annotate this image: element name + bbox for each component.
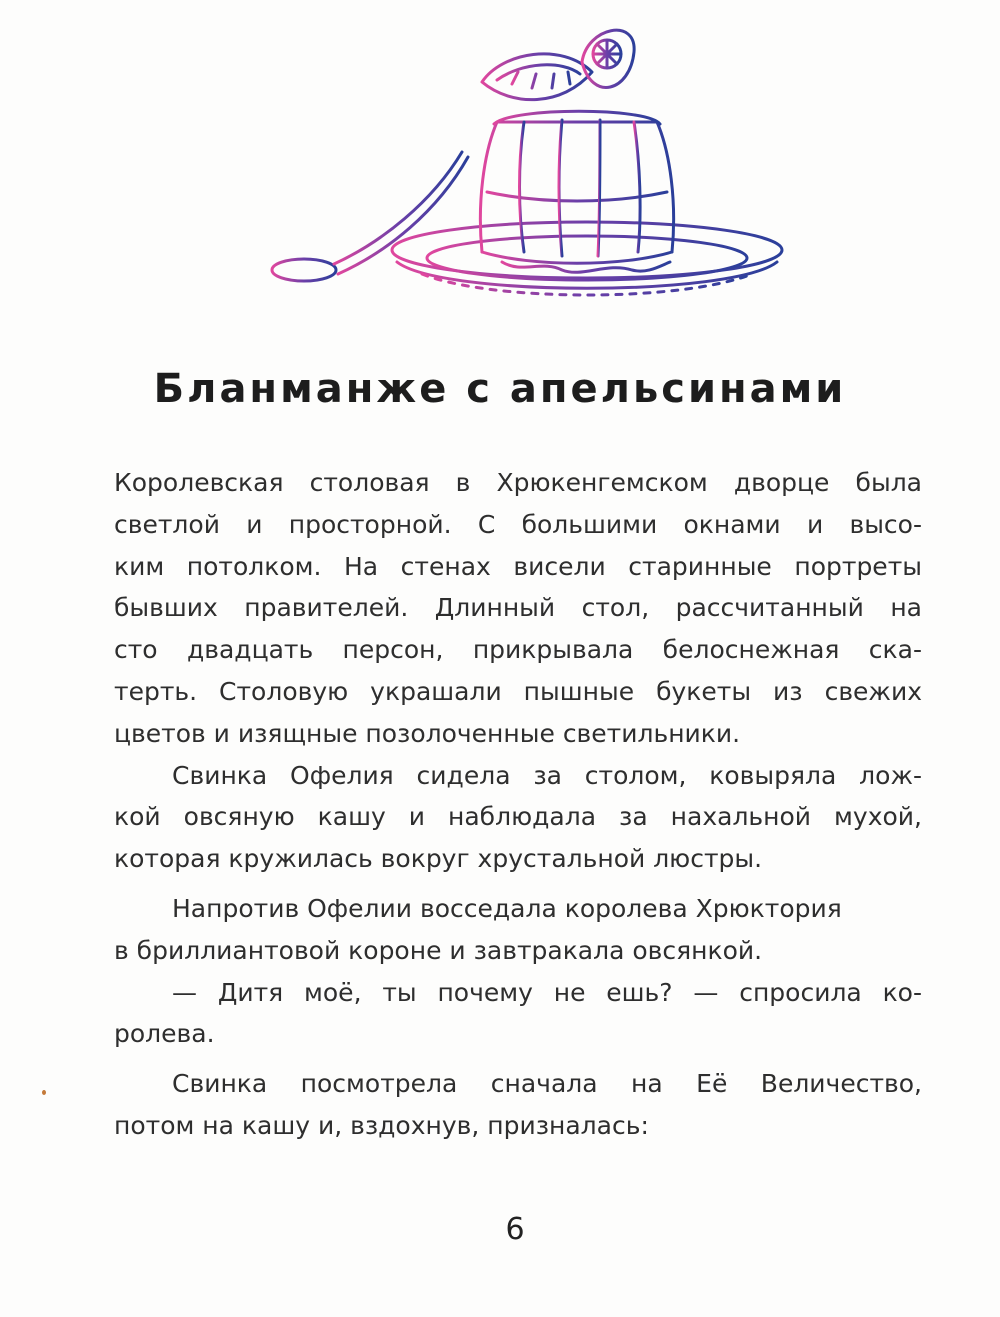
text-line: Королевская столовая в Хрюкенгемском дворце была xyxy=(114,468,922,497)
text-line: в бриллиантовой короне и завтракала овсянкой. xyxy=(114,935,763,965)
page-number: 6 xyxy=(505,1212,525,1247)
blancmange-illustration xyxy=(262,12,802,312)
text-line: светлой и просторной. С большими окнами и высо- xyxy=(114,509,922,539)
text-line: сто двадцать персон, прикрывала белоснежная ска- xyxy=(114,635,922,665)
text-line: Напротив Офелии восседала королева Хрюктория xyxy=(172,893,842,923)
text-line: Свинка посмотрела сначала на Её Величество, xyxy=(172,1069,922,1099)
text-line: бывших правителей. Длинный стол, рассчитанный на xyxy=(114,593,922,623)
chapter-title: Бланманже с апельсинами xyxy=(153,366,847,412)
text-line: кой овсяную кашу и наблюдала за нахальной мухой, xyxy=(114,802,922,832)
text-line: потом на кашу и, вздохнув, призналась: xyxy=(114,1110,649,1140)
paper-speck xyxy=(42,1090,46,1095)
text-line: — Дитя моё, ты почему не ешь? — спросила ко- xyxy=(172,977,922,1007)
text-line: Свинка Офелия сидела за столом, ковыряла лож- xyxy=(172,760,922,790)
text-line: терть. Столовую украшали пышные букеты из свежих xyxy=(114,676,922,706)
story-text xyxy=(114,462,922,1147)
text-line: цветов и изящные позолоченные светильники. xyxy=(114,718,741,748)
text-line: ким потолком. На стенах висели старинные портреты xyxy=(114,551,922,581)
text-line: которая кружилась вокруг хрустальной люстры. xyxy=(114,844,763,874)
text-line: ролева. xyxy=(114,1019,215,1049)
